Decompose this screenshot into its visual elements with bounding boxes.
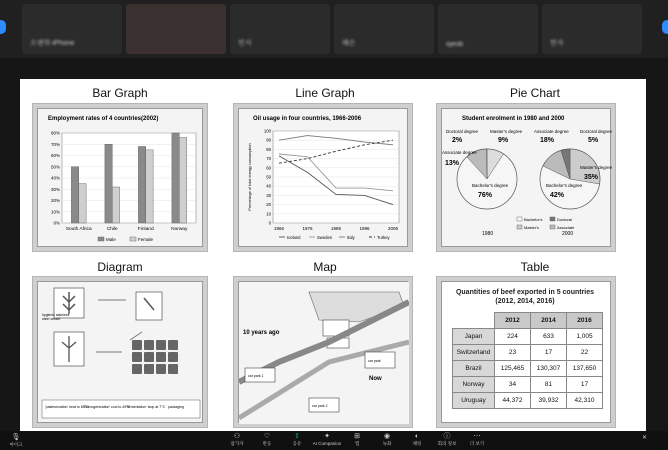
diagram-step-label: 'pasteurization' heat to 85°C — [45, 405, 89, 409]
table-cell: 137,650 — [567, 361, 603, 377]
pie-legend-item: Bachelor's — [524, 217, 543, 222]
pie-1980 — [457, 149, 517, 209]
bar-legend-swatch — [98, 237, 104, 241]
table-cell: 44,372 — [495, 393, 531, 409]
pie-label: Master's degree — [580, 165, 612, 170]
toolbar-label: 참가자 — [230, 441, 244, 446]
diagram-card — [32, 276, 208, 428]
table-caption: Quantities of beef exported in 5 countries (2012, 2014, 2016) — [455, 289, 595, 305]
toolbar-icon: ✦ — [324, 433, 330, 440]
toolbar-icon: ⚇ — [233, 433, 241, 440]
table-row — [453, 377, 603, 393]
line-y-tick: 40 — [266, 183, 271, 189]
yogurt-process-diagram — [38, 282, 204, 424]
bar-y-tick: 20% — [50, 198, 60, 203]
line-chart — [239, 109, 409, 248]
toolbar-button[interactable] — [252, 432, 282, 449]
bar-y-tick: 0% — [53, 220, 60, 226]
line-x-tick: 2006 — [387, 226, 399, 231]
bar-mark — [112, 187, 119, 223]
toolbar-label: 반응 — [262, 441, 272, 446]
participant-tile[interactable]: 오랜학-iPhone — [22, 4, 122, 54]
strip-prev-arrow[interactable] — [0, 20, 6, 34]
line-legend-label: Sweden — [317, 235, 333, 240]
pie-value: 9% — [498, 137, 509, 144]
table-cell: 130,307 — [531, 361, 567, 377]
table-cell: 39,932 — [531, 393, 567, 409]
map-label-car-park-2: car park 2 — [312, 404, 328, 408]
pie-year-label: 1980 — [482, 231, 494, 237]
bar-x-tick: Chile — [106, 227, 118, 232]
svg-text:steel vessel: steel vessel — [42, 317, 61, 321]
bar-mark — [138, 147, 145, 224]
table-card — [436, 276, 616, 428]
line-y-tick: 0 — [268, 220, 271, 226]
table-cell: 125,465 — [495, 361, 531, 377]
pie-legend-item: Associate — [557, 225, 575, 230]
bar-mark — [79, 184, 86, 223]
table-header-cell: 2016 — [567, 313, 603, 329]
pie-title: Student enrolment in 1980 and 2000 — [462, 116, 565, 122]
participant-strip — [0, 0, 668, 58]
toolbar-button[interactable] — [222, 432, 252, 449]
toolbar-button[interactable] — [372, 432, 402, 449]
mic-button[interactable]: 🎙 마이크 — [6, 433, 26, 448]
bar-y-tick: 40% — [50, 175, 60, 181]
line-x-tick: 1996 — [359, 226, 370, 231]
strip-next-arrow[interactable] — [662, 20, 668, 34]
line-y-tick: 70 — [266, 156, 271, 162]
pie-year-label: 2000 — [562, 231, 574, 237]
line-legend-label: Iceland — [287, 235, 301, 240]
line-legend-label: Turkey — [377, 235, 390, 240]
pie-chart-card — [436, 103, 616, 252]
participant-tile[interactable] — [126, 4, 226, 54]
toolbar-button[interactable] — [312, 432, 342, 449]
participant-tile[interactable]: 혜은 — [334, 4, 434, 54]
pie-value: 76% — [478, 192, 493, 199]
bar-mark — [172, 133, 179, 223]
bar-y-tick: 10% — [50, 209, 60, 215]
table-cell: 34 — [495, 377, 531, 393]
pie-value: 5% — [588, 137, 599, 144]
pie-label: Associate degree — [534, 129, 569, 134]
bar-x-tick: South Africa — [65, 227, 92, 232]
toolbar-label: 녹화 — [382, 441, 392, 446]
pie-value: 13% — [445, 160, 460, 167]
bar-chart — [38, 109, 204, 248]
bar-graph-card — [32, 103, 208, 252]
pie-legend-item: Master's — [524, 225, 539, 230]
toolbar-icon: ⇧ — [294, 433, 300, 440]
bar-mark — [179, 138, 186, 224]
pie-chart — [442, 109, 612, 248]
toolbar-label: 공유 — [292, 441, 302, 446]
yogurt-jars — [132, 340, 178, 374]
line-chart-title: Oil usage in four countries, 1966-2006 — [253, 116, 362, 122]
map-label-car-park-1: car park 1 — [248, 374, 264, 378]
map-card — [233, 276, 413, 428]
pie-label: Bachelor's degree — [546, 183, 583, 188]
diagram-step-label: 'homogenization' cool to 40°C — [84, 405, 131, 409]
line-y-tick: 90 — [266, 137, 271, 143]
table-row — [453, 393, 603, 409]
pie-label: Doctoral degree — [446, 129, 479, 134]
toolbar-icon: ♡ — [263, 433, 271, 440]
toolbar-icon: ◐ — [414, 433, 420, 440]
toolbar-icon: ⓘ — [443, 433, 451, 440]
toolbar-label: 회의 정보 — [437, 441, 457, 446]
toolbar-button[interactable] — [402, 432, 432, 449]
toolbar-icon: ⊞ — [354, 433, 360, 440]
participant-tile[interactable]: 한자 — [542, 4, 642, 54]
line-graph-card — [233, 103, 413, 252]
table-cell: 42,310 — [567, 393, 603, 409]
pie-label: Doctoral degree — [580, 129, 612, 134]
diagram-step-label: packaging — [168, 405, 184, 409]
diagram-title: Diagram — [97, 260, 143, 274]
toolbar-button[interactable] — [342, 432, 372, 449]
bar-y-tick: 60% — [50, 153, 60, 158]
line-y-tick: 20 — [266, 202, 271, 208]
line-y-tick: 100 — [263, 128, 271, 134]
toolbar-label: 더 보기 — [469, 441, 485, 446]
close-icon[interactable]: ✕ — [642, 435, 648, 441]
bar-mark — [105, 144, 112, 223]
table-row — [453, 361, 603, 377]
bar-x-tick: Norway — [171, 227, 188, 232]
map-label-car-park: car park — [368, 359, 381, 363]
microphone-icon: 🎙 — [11, 434, 21, 441]
pie-value: 18% — [540, 137, 555, 144]
table-row-header: Norway — [453, 377, 495, 393]
participant-tile[interactable]: 빈서 — [230, 4, 330, 54]
bar-x-tick: Finland — [137, 227, 154, 232]
table-row-header: Brazil — [453, 361, 495, 377]
table-title: Table — [520, 260, 550, 274]
bar-legend-label: Female — [138, 237, 154, 242]
table-row-header: Switzerland — [453, 345, 495, 361]
table-cell: 81 — [531, 377, 567, 393]
line-y-tick: 50 — [266, 174, 271, 180]
pie-value: 35% — [584, 174, 599, 181]
map-label-now: Now — [369, 376, 382, 382]
map-title: Map — [313, 260, 337, 274]
table-row — [453, 345, 603, 361]
table-cell: 224 — [495, 329, 531, 345]
bar-y-tick: 50% — [50, 164, 60, 170]
pie-value: 42% — [550, 192, 565, 199]
pie-value: 2% — [452, 137, 463, 144]
line-x-tick: 1986 — [330, 226, 342, 231]
pie-chart-title: Pie Chart — [509, 86, 561, 100]
toolbar-label: 채팅 — [412, 441, 422, 446]
shared-screen — [20, 79, 646, 431]
meeting-toolbar — [0, 431, 668, 450]
line-y-tick: 80 — [266, 146, 271, 152]
line-graph-title: Line Graph — [295, 86, 355, 100]
line-y-tick: 10 — [266, 211, 271, 217]
toolbar-button[interactable] — [282, 432, 312, 449]
beef-export-table — [452, 312, 603, 409]
line-y-tick: 30 — [266, 192, 271, 198]
bar-mark — [146, 150, 153, 223]
toolbar-label: 앱 — [354, 441, 360, 446]
bar-y-tick: 80% — [50, 130, 60, 136]
table-header-cell: 2012 — [495, 313, 531, 329]
pie-label: Associate degree — [442, 150, 477, 155]
toolbar-icon: ⋯ — [473, 433, 481, 440]
bar-y-tick: 30% — [50, 186, 60, 192]
line-x-tick: 1966 — [273, 226, 285, 231]
table-cell: 633 — [531, 329, 567, 345]
table-header-cell: 2014 — [531, 313, 567, 329]
toolbar-button[interactable] — [462, 432, 492, 449]
line-y-tick: 60 — [266, 165, 271, 171]
table-cell: 17 — [567, 377, 603, 393]
bar-y-tick: 70% — [50, 141, 60, 147]
map-label-10-years-ago: 10 years ago — [243, 330, 280, 336]
line-y-label: Percentage of total energy consumption — [248, 143, 252, 211]
bar-graph-title: Bar Graph — [92, 86, 148, 100]
town-map — [239, 282, 409, 424]
participant-tile[interactable]: ojeob — [438, 4, 538, 54]
line-legend-label: Italy — [347, 235, 355, 240]
toolbar-button[interactable] — [432, 432, 462, 449]
table-cell: 17 — [531, 345, 567, 361]
table-row-header: Japan — [453, 329, 495, 345]
table-cell: 1,005 — [567, 329, 603, 345]
table-row — [453, 329, 603, 345]
table-row-header: Uruguay — [453, 393, 495, 409]
diagram-step-label: 'fermentation' stop at 7°C — [126, 405, 166, 409]
bar-legend-swatch — [130, 237, 136, 241]
svg-text:hygienic stainless: hygienic stainless — [42, 313, 70, 317]
pie-label: Bachelor's degree — [472, 183, 509, 188]
line-x-tick: 1976 — [302, 226, 313, 231]
pie-legend-item: Doctoral — [557, 217, 572, 222]
bar-chart-title: Employment rates of 4 countries(2002) — [48, 116, 159, 122]
table-cell: 22 — [567, 345, 603, 361]
bar-legend-label: Male — [106, 237, 116, 242]
pie-label: Master's degree — [490, 129, 523, 134]
table-cell: 23 — [495, 345, 531, 361]
bar-mark — [71, 167, 78, 223]
toolbar-icon: ◉ — [383, 433, 391, 440]
toolbar-label: AI Companion — [312, 441, 342, 446]
